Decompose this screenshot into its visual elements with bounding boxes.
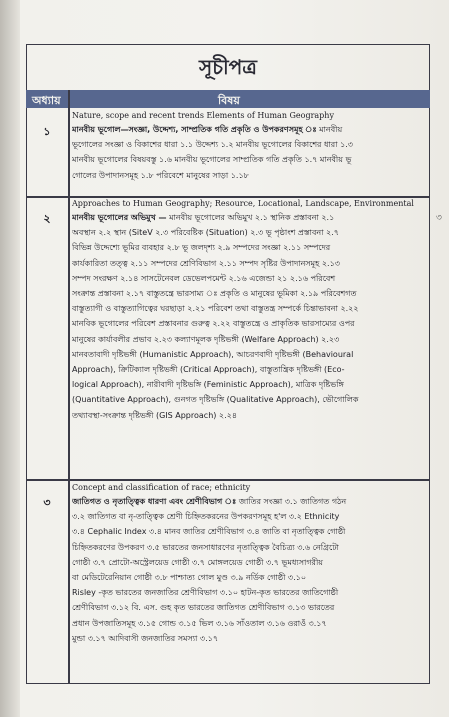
- chapter-line: ভূগোলের সংজ্ঞা ও বিকাশের ধারা ১.১ উদ্দেশ্য ১.২ মানবীয় ভূগোলের বিকাশের ধারা ১.৩: [72, 140, 354, 150]
- chapter-heading: জাতিগত ও নৃতাত্ত্বিক ধারণা এবং শ্রেণীবিভাগ ঃ: [72, 497, 237, 506]
- chapter-entry-2: [72, 198, 428, 423]
- chapter-number-1: ১: [43, 125, 51, 138]
- chapter-line-text: মানবীয়: [319, 125, 343, 134]
- chapter-line: মানবীয় ভূগোলের বিষয়বস্তু ১.৬ মানবীয় ভূগোলের সাম্প্রতিক গতি প্রকৃতি ১.৭ মানবীয় ভূ: [72, 155, 352, 165]
- chapter-heading: মানবীয় ভূগোল—সংজ্ঞা, উদ্দেশ্য, সাম্প্রতিক গতি প্রকৃতি ও উপকরণসমূহ ঃ: [72, 125, 317, 134]
- chapter-english-title: Concept and classification of race; ethnicity: [72, 483, 251, 492]
- chapter-line: সম্পদ সংরক্ষণ ২.১৪ সাসটেনেবল ডেভেলপমেন্ট ২.১৬ এজেন্ডা ২১ ২.১৬ পরিবেশ: [72, 273, 336, 283]
- chapter-line: চিহ্নিতকরণের উপকরণ ৩.৫ ভারতের জনসাধারণের নৃতাত্ত্বিক বৈচিত্র্য ৩.৬ নেগ্রিটো: [72, 542, 339, 552]
- chapter-line: Approach), ক্রিটিক্যাল দৃষ্টিভঙ্গী (Critical Approach), বাস্তুতান্ত্রিক দৃষ্টিভঙ্গী (Eco-: [72, 365, 345, 375]
- chapter-line: গোষ্ঠী ৩.৭ প্রোটো-অস্ট্রেলয়েড গোষ্ঠী ৩.৭ মোঙ্গলয়েড গোষ্ঠী ৩.৭ ভূমধ্যসাগরীয়: [72, 557, 323, 567]
- chapter-line: গোলের উপাদানসমূহ ১.৮ পরিবেশে মানুষের সাড়া ১.১৮: [72, 170, 249, 180]
- chapter-line-text: মানবীয় ভূগোলের অভিমুখ ২.১ স্থানিক প্রস্তাবনা ২.১: [169, 213, 335, 222]
- chapter-line: logical Approach), নারীবাদী দৃষ্টিভঙ্গি (Feministic Approach), মাত্রিক দৃষ্টিভঙ্গি: [72, 380, 344, 390]
- chapter-line: অবস্থান ২.২ স্থান (SiteV ২.৩ পরিবেষ্টিক (Situation) ২.৩ ভূ পৃষ্ঠাংশ প্রস্তাবনা ২.৭: [72, 228, 340, 238]
- chapter-line: কার্যকারিতা তত্ত্ব ২.১১ সম্পদের শ্রেণিবিভাগ ২.১১ সম্পদ সৃষ্টির উপাদানসমূহ ২.১৩: [72, 258, 340, 268]
- chapter-line: [72, 494, 428, 509]
- chapter-number-2: ২: [43, 212, 51, 225]
- edge-page-number: ৩: [436, 213, 442, 223]
- chapter-line: Risley -কৃত ভারতের জনজাতির শ্রেণীবিভাগ ৩.১০ হাটন-কৃত ভারতের জাতিগোষ্ঠী: [72, 588, 339, 598]
- chapter-entry-3: [72, 482, 428, 646]
- chapter-line: বিভিন্ন উদ্দেশ্যে ভূমির ব্যবহার ২.৮ ভূ জলদৃশ্য ২.৯ সম্পদের সংজ্ঞা ২.১১ সম্পদের: [72, 243, 331, 253]
- page-title: সূচীপত্র: [199, 55, 257, 79]
- chapter-line: বা মেডিটেরেনিয়ান গোষ্ঠী ৩.৮ পাশ্চাত্য গোল মুণ্ড ৩.৯ নর্ডিক গোষ্ঠী ৩.১০: [72, 573, 307, 583]
- chapter-line: মানবিক ভূগোলের পরিবেশ প্রস্তাবনার গুরুত্ব ২.২২ বাস্তুতন্ত্রে ও প্রাকৃতিক ভারসাম্যের ওপর: [72, 319, 355, 329]
- chapter-heading: মানবীয় ভূগোলের অভিমুখ —: [72, 213, 167, 222]
- chapter-line: (Quantitative Approach), গুনগত দৃষ্টিভঙ্গি (Qualitative Approach), ভৌগোলিক: [72, 395, 359, 405]
- header-chapter-label: অধ্যায়: [32, 94, 61, 107]
- chapter-line: মুন্ডা ৩.১৭ আদিবাসী জনজাতির সমস্যা ৩.১৭: [72, 633, 219, 643]
- chapter-entry-1: [72, 110, 428, 183]
- row-divider-2: [26, 479, 430, 481]
- chapter-line: ৩.৪ Cephalic Index ৩.৪ মানব জাতির শ্রেণীবিভাগ ৩.৪ জাতি বা নৃতাত্ত্বিক গোষ্ঠী: [72, 527, 346, 537]
- chapter-line-text: জাতির সংজ্ঞা ৩.১ জাতিগত গঠন: [238, 497, 347, 506]
- chapter-line: বাস্তুত্যাগী ও বাস্তুত্যাগিত্বের ঘরছাড়া ২.২১ পরিবেশ তথা বাস্তুতন্ত্র সম্পর্কে চিন্তাভাবনা ২.২২: [72, 304, 359, 314]
- page-spine-shadow: [0, 0, 20, 717]
- chapter-line: মানুষের কার্যাবলীর প্রভাব ২.২৩ কল্যাণমূলক দৃষ্টিভঙ্গী (Welfare Approach) ২.২৩: [72, 334, 340, 344]
- chapter-line: ৩.২ জাতিগত বা নৃ-তাত্ত্বিক শ্রেণী চিহ্নিতকরনের উপকরণসমূহ হ'ল ৩.২ Ethnicity: [72, 512, 340, 522]
- chapter-line: শ্রেণীবিভাগ ৩.১২ বি. এস. গুহ কৃত ভারতের জাতিগত শ্রেণীবিভাগ ৩.১৩ ভারতের: [72, 603, 335, 613]
- table-header-row: [26, 90, 430, 108]
- chapter-number-3: ৩: [43, 496, 51, 509]
- chapter-line: প্রধান উপজাতিসমূহ ৩.১৫ গোন্ড ৩.১৫ ভিল ৩.১৬ সাঁওতাল ৩.১৬ ওরাওঁ ৩.১৭: [72, 618, 327, 628]
- header-subject-label: বিষয়: [218, 94, 240, 107]
- chapter-line: সংক্রান্ত প্রস্তাবনা ২.১৭ বাস্তুতন্ত্রে ভারসাম্য ঃ প্রকৃতি ও মানুষের ভূমিকা ২.১৯ পরিবেশগত: [72, 289, 357, 299]
- chapter-line: তথ্যাবস্থা-সংক্রান্ত দৃষ্টিভঙ্গী (GIS Approach) ২.২৪: [72, 410, 238, 420]
- column-divider: [68, 90, 70, 684]
- chapter-line: [72, 210, 428, 225]
- chapter-english-title: Nature, scope and recent trends Elements of Human Geography: [72, 111, 334, 120]
- chapter-english-title: Approaches to Human Geography; Resource, Locational, Landscape, Environmental: [72, 199, 414, 208]
- chapter-line: [72, 122, 428, 137]
- chapter-line: মানবতাবাদী দৃষ্টিভঙ্গী (Humanistic Approach), আচরণবাদী দৃষ্টিভঙ্গী (Behavioural: [72, 349, 354, 359]
